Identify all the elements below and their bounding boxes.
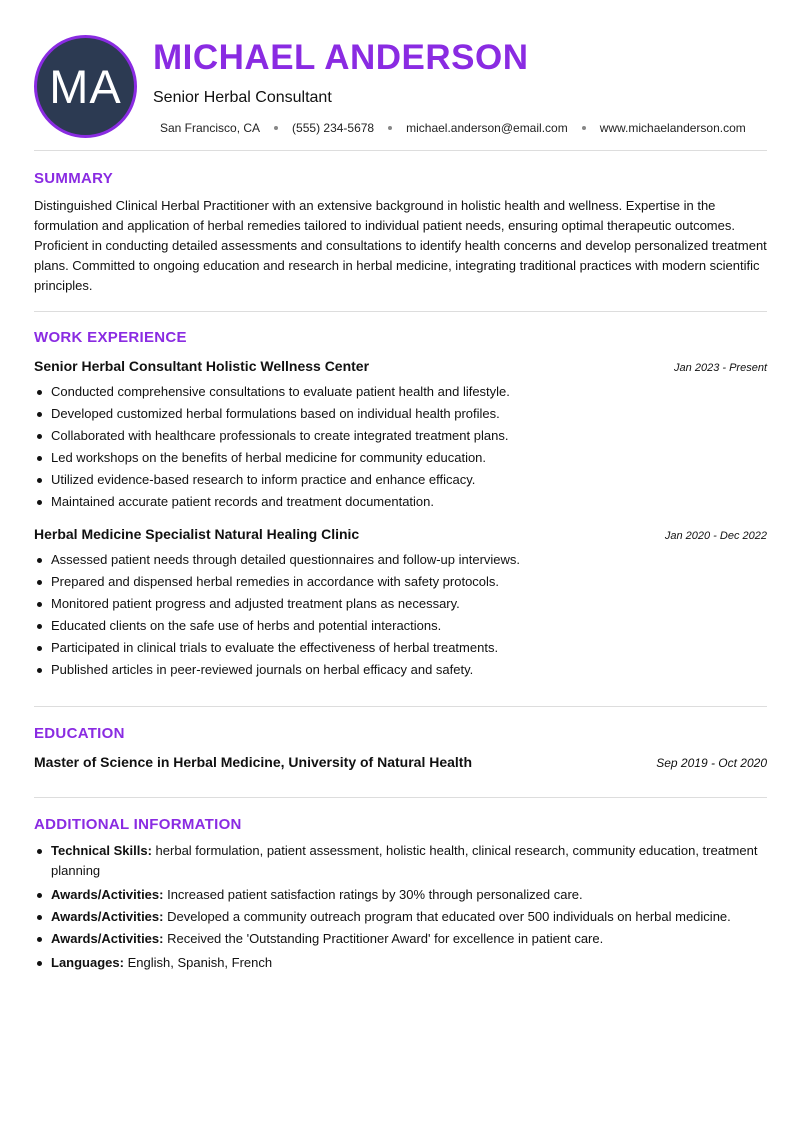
list-item: Led workshops on the benefits of herbal medicine for community education. (34, 447, 767, 469)
list-item: Conducted comprehensive consultations to evaluate patient health and lifestyle. (34, 381, 767, 403)
item-label: Awards/Activities: (51, 931, 164, 946)
list-item: Monitored patient progress and adjusted treatment plans as necessary. (34, 593, 767, 615)
list-item: Developed customized herbal formulations based on individual health profiles. (34, 403, 767, 425)
list-item: Maintained accurate patient records and treatment documentation. (34, 491, 767, 513)
contact-email[interactable]: michael.anderson@email.com (406, 121, 568, 135)
job-title: Herbal Medicine Specialist Natural Healing Clinic (34, 526, 360, 542)
item-label: Awards/Activities: (51, 909, 164, 924)
contact-bar (160, 121, 746, 135)
education-entry (34, 754, 767, 770)
list-item (34, 929, 767, 949)
candidate-name: MICHAEL ANDERSON (153, 38, 529, 77)
separator-dot-icon (274, 126, 278, 130)
additional-info-heading: ADDITIONAL INFORMATION (34, 816, 242, 833)
job-date: Jan 2020 - Dec 2022 (664, 530, 767, 542)
item-text: herbal formulation, patient assessment, holistic health, clinical research, community education, treatment planning (51, 843, 758, 878)
divider (34, 797, 767, 798)
additional-info-list (34, 841, 767, 975)
divider (34, 150, 767, 151)
item-text: Increased patient satisfaction ratings by 30% through personalized care. (167, 887, 583, 902)
job-header (34, 358, 767, 374)
list-item: Utilized evidence-based research to inform practice and enhance efficacy. (34, 469, 767, 491)
contact-website[interactable]: www.michaelanderson.com (599, 121, 746, 135)
item-text: English, Spanish, French (127, 955, 273, 970)
avatar: MA (34, 35, 137, 138)
separator-dot-icon (388, 126, 392, 130)
summary-text: Distinguished Clinical Herbal Practitioner with an extensive background in holistic health and wellness. Expertise in the formulation and application of herbal remedies tailored to individual patient needs, ensuring optimal therapeutic outcomes. Proficient in conducting detailed assessments and consultations to identify health concerns and develop personalized treatment plans. Committed to ongoing education and research in herbal medicine, integrating traditional practices with modern scientific principles. (34, 198, 767, 293)
education-date: Sep 2019 - Oct 2020 (656, 756, 767, 770)
item-label: Languages: (51, 955, 124, 970)
list-item: Collaborated with healthcare professionals to create integrated treatment plans. (34, 425, 767, 447)
degree: Master of Science in Herbal Medicine, University of Natural Health (34, 754, 473, 770)
divider (34, 706, 767, 707)
resume-header (0, 0, 800, 150)
work-experience-heading: WORK EXPERIENCE (34, 329, 187, 346)
divider (34, 311, 767, 312)
list-item: Participated in clinical trials to evaluate the effectiveness of herbal treatments. (34, 637, 767, 659)
list-item: Educated clients on the safe use of herbs and potential interactions. (34, 615, 767, 637)
job-header (34, 526, 767, 542)
job-bullet-list (34, 381, 767, 513)
item-text: Developed a community outreach program that educated over 500 individuals on herbal medicine. (167, 909, 731, 924)
education-heading: EDUCATION (34, 725, 125, 742)
contact-location: San Francisco, CA (160, 121, 261, 135)
job-bullet-list (34, 549, 767, 681)
list-item: Assessed patient needs through detailed questionnaires and follow-up interviews. (34, 549, 767, 571)
list-item: Prepared and dispensed herbal remedies in accordance with safety protocols. (34, 571, 767, 593)
contact-phone[interactable]: (555) 234-5678 (292, 121, 375, 135)
list-item: Published articles in peer-reviewed journals on herbal efficacy and safety. (34, 659, 767, 681)
separator-dot-icon (582, 126, 586, 130)
list-item (34, 885, 767, 905)
list-item (34, 953, 767, 973)
summary-heading: SUMMARY (34, 170, 114, 187)
item-label: Technical Skills: (51, 843, 152, 858)
list-item (34, 907, 767, 927)
item-text: Received the 'Outstanding Practitioner Award' for excellence in patient care. (167, 931, 604, 946)
item-label: Awards/Activities: (51, 887, 164, 902)
job-date: Jan 2023 - Present (674, 362, 767, 374)
list-item (34, 841, 767, 881)
job-title: Senior Herbal Consultant Holistic Wellness Center (34, 358, 370, 374)
candidate-title: Senior Herbal Consultant (153, 89, 332, 106)
